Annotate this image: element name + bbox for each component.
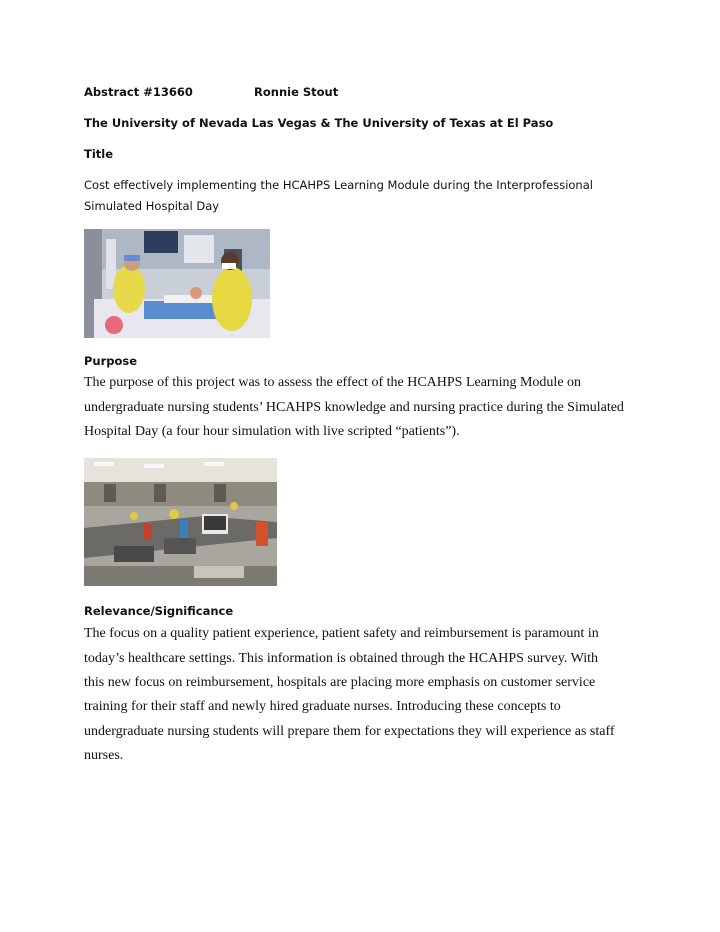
institutions: The University of Nevada Las Vegas & The University of Texas at El Paso xyxy=(84,116,554,130)
relevance-line-5: undergraduate nursing students will prepare them for expectations they will experience as staff xyxy=(84,724,615,739)
simulation-lab-photo xyxy=(84,458,277,586)
title-line-1: Cost effectively implementing the HCAHPS Learning Module during the Interprofessional xyxy=(84,178,593,192)
relevance-line-2: today’s healthcare settings. This information is obtained through the HCAHPS survey. With xyxy=(84,651,599,666)
title-heading: Title xyxy=(84,147,114,161)
relevance-line-4: training for their staff and newly hired graduate nurses. Introducing these concepts to xyxy=(84,699,561,714)
relevance-line-3: this new focus on reimbursement, hospitals are placing more emphasis on customer service xyxy=(84,675,596,690)
purpose-heading: Purpose xyxy=(84,354,138,368)
purpose-line-2: undergraduate nursing students’ HCAHPS knowledge and nursing practice during the Simulated xyxy=(84,400,624,415)
author-name: Ronnie Stout xyxy=(254,85,339,99)
purpose-line-3: Hospital Day (a four hour simulation with live scripted “patients”). xyxy=(84,424,460,439)
abstract-id: Abstract #13660 xyxy=(84,85,193,99)
nurses-bedside-photo xyxy=(84,229,270,338)
relevance-line-6: nurses. xyxy=(84,748,124,763)
purpose-line-1: The purpose of this project was to assess the effect of the HCAHPS Learning Module on xyxy=(84,375,582,390)
relevance-line-1: The focus on a quality patient experience, patient safety and reimbursement is paramount in xyxy=(84,626,599,641)
relevance-heading: Relevance/Significance xyxy=(84,604,234,618)
title-line-2: Simulated Hospital Day xyxy=(84,199,220,213)
